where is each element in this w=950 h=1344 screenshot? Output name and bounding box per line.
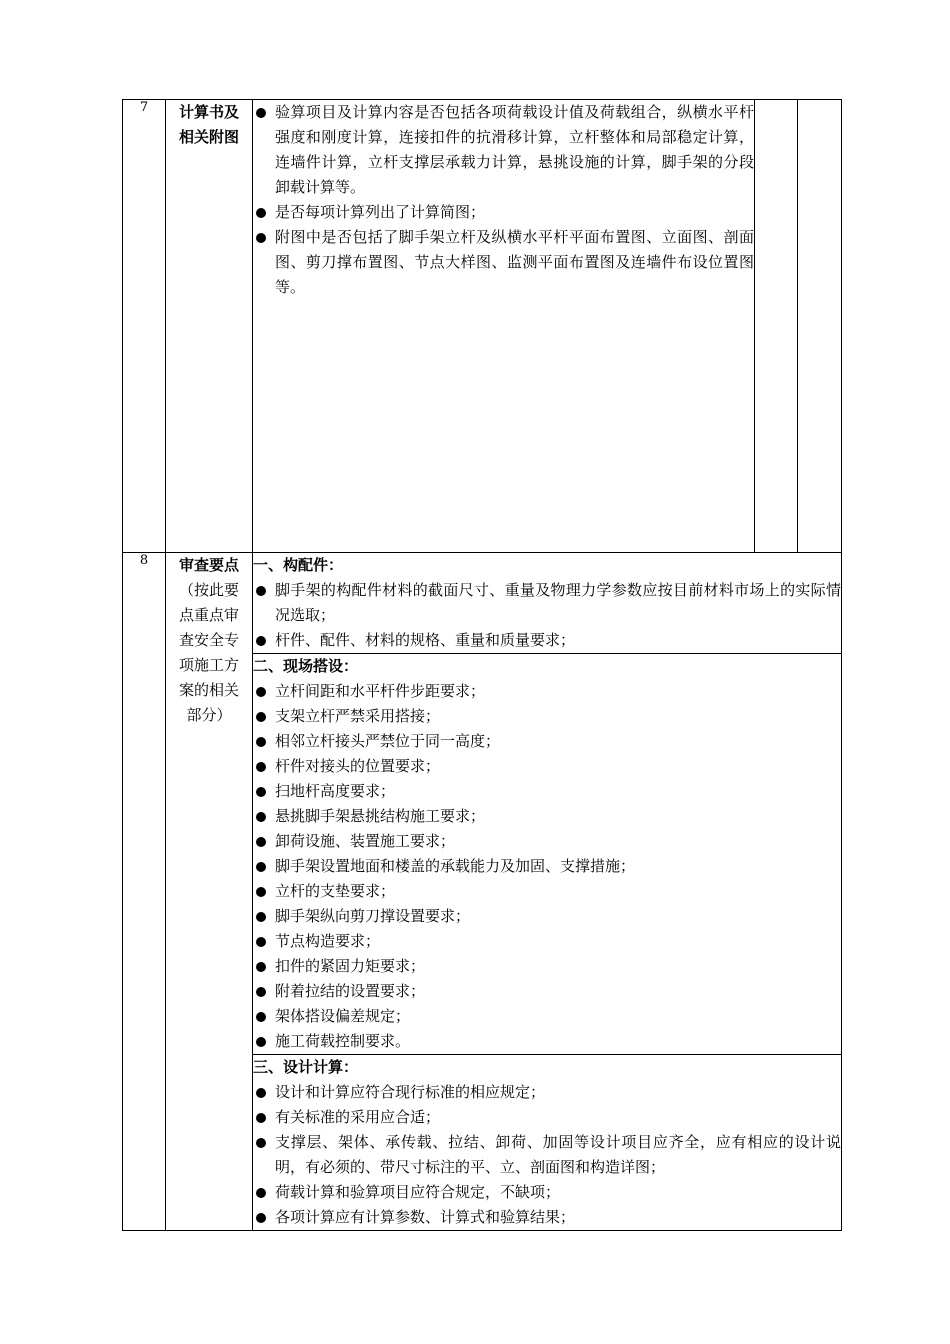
list-item: [253, 1080, 841, 1105]
list-item-text: 扣件的紧固力矩要求；: [275, 957, 426, 975]
bullet-icon: [256, 1012, 266, 1022]
list-item-text: 支架立杆严禁采用搭接；: [275, 707, 441, 725]
bullet-icon: [256, 787, 266, 797]
bullet-icon: [256, 1138, 266, 1148]
list-item-text: 有关标准的采用应合适；: [275, 1108, 441, 1126]
empty-cell: [755, 100, 798, 553]
review-table: [122, 99, 842, 1231]
list-item-text: 杆件、配件、材料的规格、重量和质量要求；: [275, 631, 576, 649]
item-subtitle-line: 查安全专: [178, 631, 239, 649]
bullet-list: [253, 1080, 841, 1230]
list-item: [253, 704, 841, 729]
bullet-icon: [256, 812, 266, 822]
list-item-text: 相邻立杆接头严禁位于同一高度；: [275, 732, 501, 750]
list-item: [253, 578, 841, 628]
empty-cell: [798, 100, 842, 553]
list-item: [253, 929, 841, 954]
bullet-icon: [256, 987, 266, 997]
list-item: [253, 628, 841, 653]
list-item-text: 附图中是否包括了脚手架立杆及纵横水平杆平面布置图、立面图、剖面图、剪刀撑布置图、节点大样图、监测平面布置图及连墙件布设位置图等。: [275, 228, 754, 296]
bullet-icon: [256, 1088, 266, 1098]
row-number: 7: [123, 100, 166, 553]
list-item: [253, 100, 754, 200]
list-item: [253, 754, 841, 779]
bullet-list: [253, 578, 841, 653]
item-title-line: 计算书及: [178, 103, 239, 121]
bullet-list: [253, 100, 754, 300]
list-item: [253, 854, 841, 879]
item-subtitle-line: （按此要: [178, 581, 239, 599]
bullet-icon: [256, 1213, 266, 1223]
list-item: [253, 1004, 841, 1029]
list-item-text: 立杆的支垫要求；: [275, 882, 396, 900]
bullet-icon: [256, 862, 266, 872]
list-item: [253, 679, 841, 704]
list-item: [253, 1029, 841, 1054]
list-item-text: 施工荷载控制要求。: [275, 1032, 411, 1050]
bullet-icon: [256, 1113, 266, 1123]
list-item: [253, 1205, 841, 1230]
list-item-text: 是否每项计算列出了计算简图；: [275, 203, 486, 221]
section-heading: 二、现场搭设：: [253, 657, 359, 675]
list-item-text: 支撑层、架体、承传载、拉结、卸荷、加固等设计项目应齐全，应有相应的设计说明，有必须的、带尺寸标注的平、立、剖面图和构造详图；: [275, 1133, 841, 1176]
list-item: [253, 804, 841, 829]
item-content: [253, 100, 755, 553]
list-item-text: 悬挑脚手架悬挑结构施工要求；: [275, 807, 486, 825]
bullet-icon: [256, 962, 266, 972]
list-item-text: 杆件对接头的位置要求；: [275, 757, 441, 775]
list-item: [253, 954, 841, 979]
list-item-text: 扫地杆高度要求；: [275, 782, 396, 800]
list-item-text: 设计和计算应符合现行标准的相应规定；: [275, 1083, 546, 1101]
list-item: [253, 904, 841, 929]
item-title-line: 审查要点: [178, 556, 239, 574]
item-title-line: 相关附图: [178, 128, 239, 146]
section-site-erection: [253, 654, 842, 1055]
list-item: [253, 879, 841, 904]
list-item-text: 荷载计算和验算项目应符合规定，不缺项；: [275, 1183, 561, 1201]
list-item-text: 架体搭设偏差规定；: [275, 1007, 411, 1025]
bullet-icon: [256, 762, 266, 772]
item-subtitle-line: 部分）: [186, 706, 232, 724]
bullet-icon: [256, 636, 266, 646]
list-item: [253, 779, 841, 804]
list-item-text: 附着拉结的设置要求；: [275, 982, 426, 1000]
bullet-icon: [256, 1188, 266, 1198]
list-item: [253, 200, 754, 225]
list-item: [253, 1180, 841, 1205]
section-heading: 一、构配件：: [253, 556, 344, 574]
bullet-icon: [256, 208, 266, 218]
section-design-calculation: [253, 1055, 842, 1231]
bullet-icon: [256, 837, 266, 847]
list-item: [253, 225, 754, 300]
list-item-text: 各项计算应有计算参数、计算式和验算结果；: [275, 1208, 576, 1226]
bullet-icon: [256, 687, 266, 697]
list-item-text: 节点构造要求；: [275, 932, 381, 950]
list-item-text: 卸荷设施、装置施工要求；: [275, 832, 456, 850]
section-heading: 三、设计计算：: [253, 1058, 359, 1076]
bullet-icon: [256, 937, 266, 947]
list-item-text: 立杆间距和水平杆件步距要求；: [275, 682, 486, 700]
bullet-icon: [256, 233, 266, 243]
list-item: [253, 729, 841, 754]
bullet-icon: [256, 737, 266, 747]
list-item: [253, 829, 841, 854]
bullet-icon: [256, 712, 266, 722]
list-item-text: 脚手架设置地面和楼盖的承载能力及加固、支撑措施；: [275, 857, 636, 875]
list-item: [253, 979, 841, 1004]
list-item-text: 验算项目及计算内容是否包括各项荷载设计值及荷载组合，纵横水平杆强度和刚度计算，连接扣件的抗滑移计算，立杆整体和局部稳定计算，连墙件计算，立杆支撑层承载力计算，悬挑设施的计算，脚手架的分段卸载计算等。: [275, 103, 754, 196]
item-title: [166, 553, 253, 1231]
table-row-8: [123, 553, 842, 654]
list-item: [253, 1130, 841, 1180]
bullet-icon: [256, 1037, 266, 1047]
item-subtitle-line: 项施工方: [178, 656, 239, 674]
list-item-text: 脚手架纵向剪刀撑设置要求；: [275, 907, 471, 925]
row-number: 8: [123, 553, 166, 1231]
list-item-text: 脚手架的构配件材料的截面尺寸、重量及物理力学参数应按目前材料市场上的实际情况选取；: [275, 581, 841, 624]
bullet-icon: [256, 887, 266, 897]
item-subtitle-line: 案的相关: [178, 681, 239, 699]
item-title: [166, 100, 253, 553]
section-components: [253, 553, 842, 654]
bullet-icon: [256, 108, 266, 118]
bullet-icon: [256, 912, 266, 922]
table-row-7: [123, 100, 842, 553]
bullet-list: [253, 679, 841, 1054]
bullet-icon: [256, 586, 266, 596]
list-item: [253, 1105, 841, 1130]
item-subtitle-line: 点重点审: [178, 606, 239, 624]
